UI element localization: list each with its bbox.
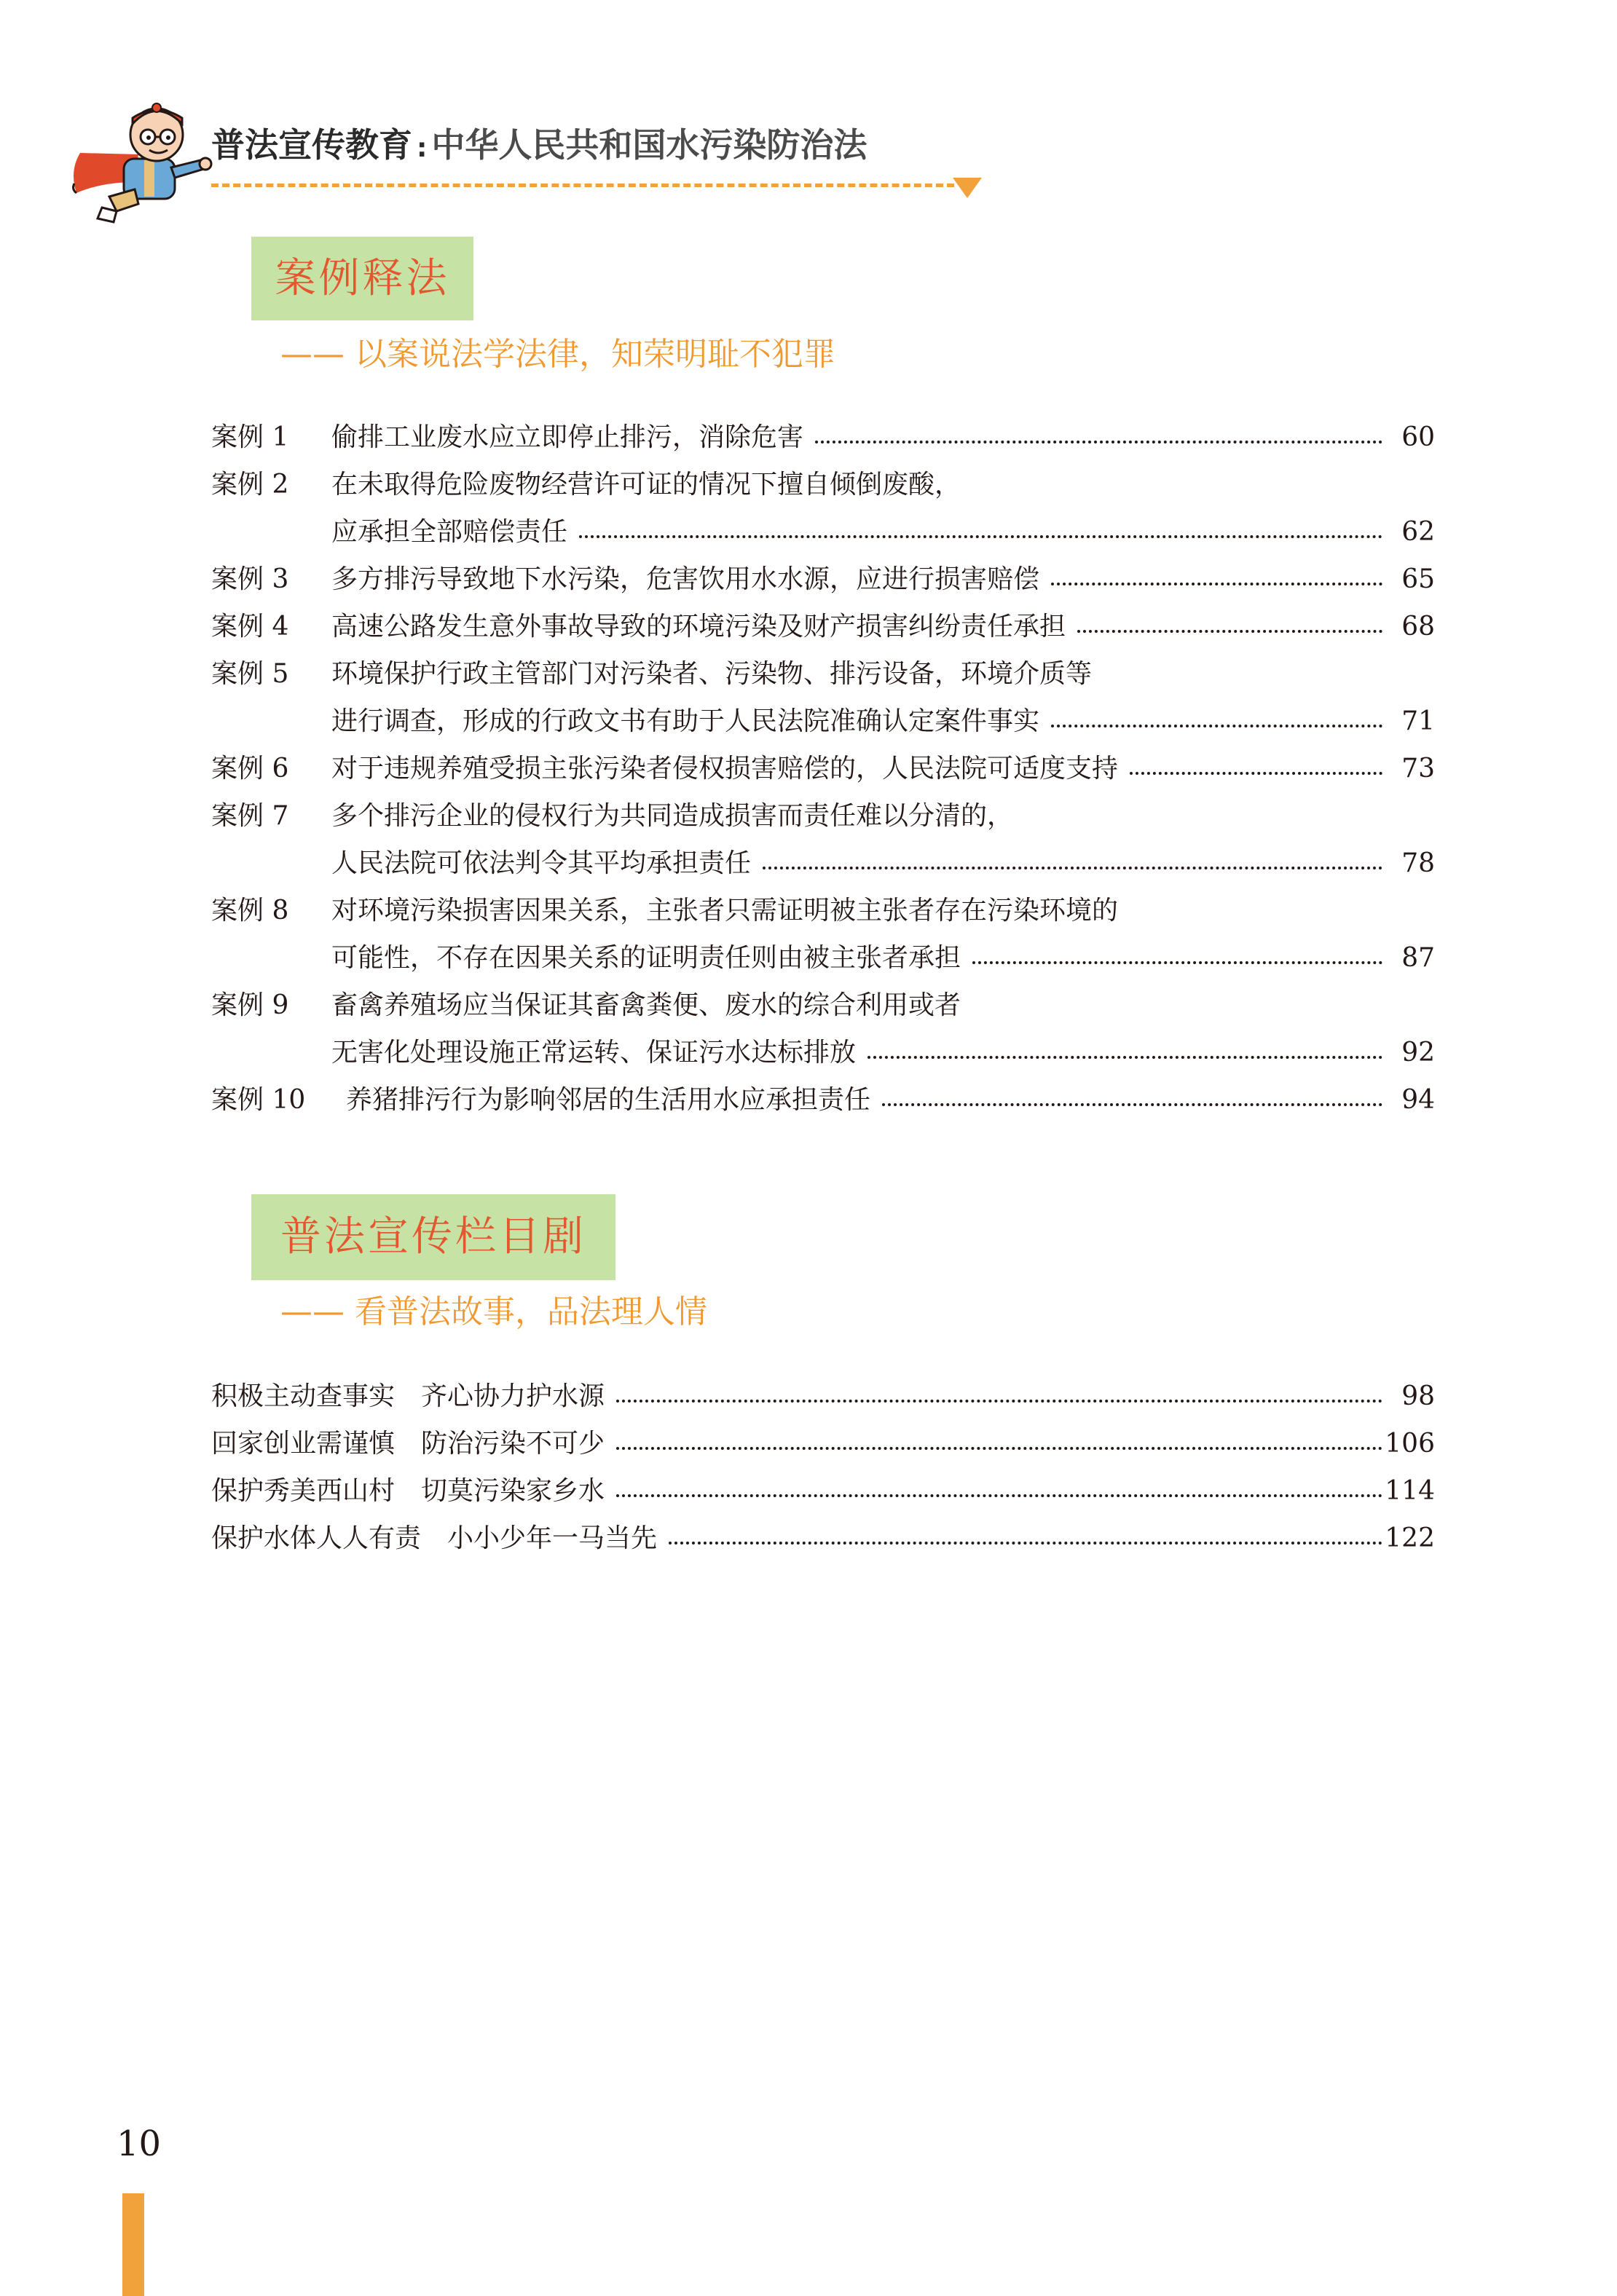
leader-dots (669, 1542, 1382, 1545)
leader-dots (1130, 772, 1382, 775)
toc-entry[interactable] (211, 1515, 1435, 1562)
page-ref: 106 (1385, 1429, 1435, 1459)
leader-dots (815, 441, 1382, 443)
case-number: 案例 9 (211, 990, 289, 1020)
page-ref: 71 (1401, 706, 1435, 736)
leader-dots (616, 1494, 1382, 1497)
episode-title: 保护秀美西山村 切莫污染家乡水 (211, 1476, 605, 1506)
case-title: 对于违规养殖受损主张污染者侵权损害赔偿的，人民法院可适度支持 (331, 754, 1119, 784)
case-title-line2: 进行调查，形成的行政文书有助于人民法院准确认定案件事实 (331, 706, 1040, 736)
header-separator: : (417, 133, 428, 163)
header-dashed-line (211, 184, 954, 187)
case-title: 环境保护行政主管部门对污染者、污染物、排污设备，环境介质等 (331, 659, 1093, 689)
mascot-icon (66, 102, 248, 233)
case-title-line2: 可能性，不存在因果关系的证明责任则由被主张者承担 (331, 943, 961, 973)
case-title: 偷排工业废水应立即停止排污，消除危害 (331, 422, 804, 452)
toc-entry-continued[interactable] (211, 840, 1435, 887)
toc-entry[interactable] (211, 461, 1435, 508)
episode-title: 回家创业需谨慎 防治污染不可少 (211, 1429, 605, 1459)
toc-entry-continued[interactable] (211, 934, 1435, 982)
header-title-left: 普法宣传教育 (211, 125, 412, 165)
page-ref: 78 (1401, 848, 1435, 878)
case-number: 案例 10 (211, 1085, 306, 1115)
case-title-line2: 无害化处理设施正常运转、保证污水达标排放 (331, 1038, 857, 1068)
page-ref: 114 (1385, 1476, 1435, 1506)
toc-entry[interactable] (211, 792, 1435, 840)
page-edge-tab (122, 2193, 144, 2296)
page-ref: 68 (1401, 612, 1435, 642)
page-ref: 98 (1401, 1381, 1435, 1411)
case-title: 在未取得危险废物经营许可证的情况下擅自倾倒废酸， (331, 470, 961, 500)
case-number: 案例 5 (211, 659, 289, 689)
leader-dots (579, 535, 1382, 538)
toc-entry[interactable] (211, 887, 1435, 934)
page-ref: 122 (1385, 1523, 1435, 1553)
case-number: 案例 3 (211, 564, 289, 594)
leader-dots (1051, 583, 1382, 585)
leader-dots (867, 1056, 1382, 1059)
leader-dots (763, 867, 1382, 869)
case-title: 多方排污导致地下水污染，危害饮用水水源，应进行损害赔偿 (331, 564, 1040, 594)
toc-entry[interactable] (211, 556, 1435, 603)
toc-entry[interactable] (211, 1076, 1435, 1124)
page-ref: 62 (1401, 517, 1435, 547)
section1-toc (211, 414, 1435, 1124)
toc-entry-continued[interactable] (211, 1029, 1435, 1076)
toc-entry-continued[interactable] (211, 508, 1435, 556)
page-number: 10 (117, 2123, 162, 2164)
section1-label: 案例释法 (251, 237, 473, 320)
case-title: 高速公路发生意外事故导致的环境污染及财产损害纠纷责任承担 (331, 612, 1066, 642)
toc-entry[interactable] (211, 1373, 1435, 1420)
case-title-line2: 人民法院可依法判令其平均承担责任 (331, 848, 752, 878)
toc-entry[interactable] (211, 982, 1435, 1029)
leader-dots (882, 1103, 1382, 1106)
case-title: 对环境污染损害因果关系，主张者只需证明被主张者存在污染环境的 (331, 896, 1119, 926)
case-number: 案例 4 (211, 612, 289, 642)
header-title-right: 中华人民共和国水污染防治法 (431, 125, 867, 165)
toc-entry[interactable] (211, 414, 1435, 461)
page-ref: 94 (1401, 1085, 1435, 1115)
leader-dots (616, 1400, 1382, 1403)
leader-dots (1051, 725, 1382, 727)
toc-entry[interactable] (211, 603, 1435, 650)
case-title: 畜禽养殖场应当保证其畜禽粪便、废水的综合利用或者 (331, 990, 961, 1020)
section2-toc (211, 1373, 1435, 1562)
page-ref: 73 (1401, 754, 1435, 784)
case-title: 多个排污企业的侵权行为共同造成损害而责任难以分清的， (331, 801, 1014, 831)
leader-dots (972, 961, 1382, 964)
toc-entry[interactable] (211, 1420, 1435, 1467)
section2-label: 普法宣传栏目剧 (251, 1194, 615, 1280)
triangle-marker-icon (953, 178, 982, 198)
page-ref: 92 (1401, 1038, 1435, 1068)
toc-entry-continued[interactable] (211, 698, 1435, 745)
page-header (58, 95, 991, 240)
toc-entry[interactable] (211, 1467, 1435, 1515)
case-number: 案例 7 (211, 801, 289, 831)
episode-title: 保护水体人人有责 小小少年一马当先 (211, 1523, 658, 1553)
case-number: 案例 1 (211, 422, 289, 452)
page-ref: 87 (1401, 943, 1435, 973)
case-number: 案例 8 (211, 896, 289, 926)
section1-subtitle: —— 以案说法学法律，知荣明耻不犯罪 (280, 336, 835, 373)
case-number: 案例 2 (211, 470, 289, 500)
leader-dots (1077, 630, 1382, 633)
toc-entry[interactable] (211, 745, 1435, 792)
header-title (211, 125, 867, 165)
section2-subtitle: —— 看普法故事，品法理人情 (280, 1293, 707, 1330)
leader-dots (616, 1447, 1382, 1450)
case-title-line2: 应承担全部赔偿责任 (331, 517, 568, 547)
page-ref: 65 (1401, 564, 1435, 594)
toc-entry[interactable] (211, 650, 1435, 698)
case-title: 养猪排污行为影响邻居的生活用水应承担责任 (346, 1085, 871, 1115)
page-ref: 60 (1401, 422, 1435, 452)
episode-title: 积极主动查事实 齐心协力护水源 (211, 1381, 605, 1411)
case-number: 案例 6 (211, 754, 289, 784)
